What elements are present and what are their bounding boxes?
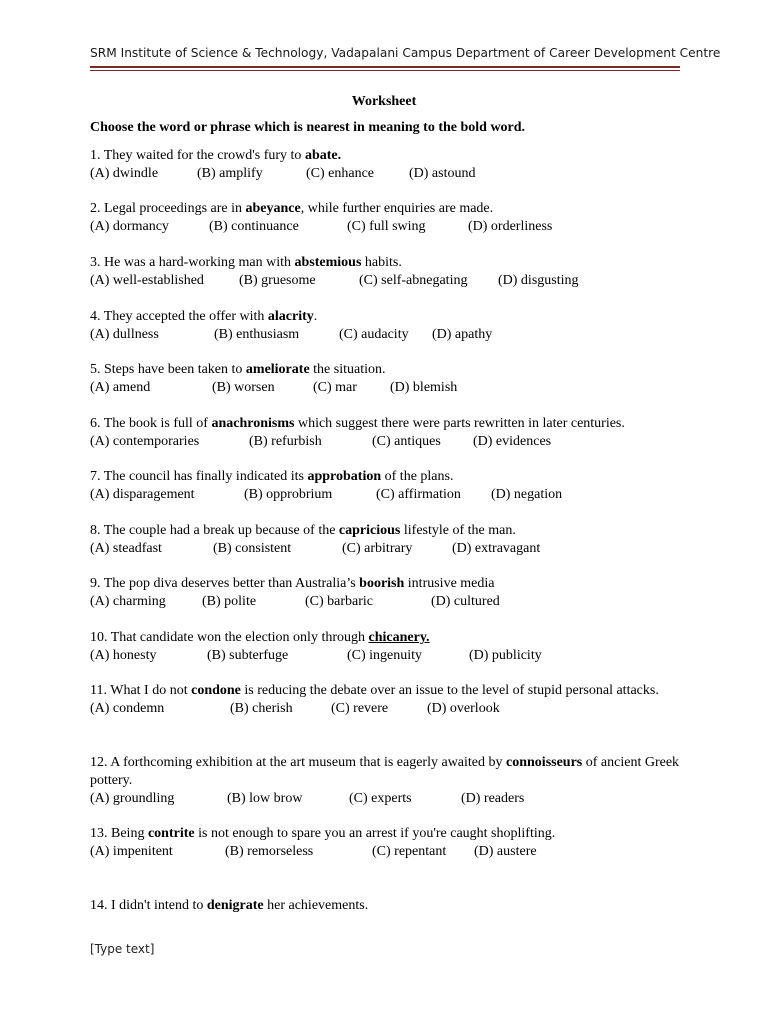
option-a: (A) contemporaries <box>90 434 200 449</box>
options-row <box>90 486 680 504</box>
question-stem <box>90 308 680 326</box>
stem-text: 6. The book is full of <box>90 416 212 431</box>
stem-text: her achievements. <box>263 898 369 913</box>
question-13 <box>90 825 680 861</box>
page-footer: [Type text] <box>90 942 155 956</box>
option-d: (D) extravagant <box>452 541 541 556</box>
stem-text: lifestyle of the man. <box>400 523 516 538</box>
question-stem <box>90 415 680 433</box>
stem-text: 5. Steps have been taken to <box>90 362 246 377</box>
option-a: (A) dormancy <box>90 219 169 234</box>
bold-word: denigrate <box>206 898 264 913</box>
option-b: (B) amplify <box>197 166 263 181</box>
bold-word: condone <box>191 683 241 698</box>
stem-text: 9. The pop diva deserves better than Australia’s <box>90 576 360 591</box>
options-row <box>90 433 680 451</box>
option-c: (C) antiques <box>372 434 441 449</box>
bold-word: capricious <box>338 523 401 538</box>
stem-text: 4. They accepted the offer with <box>90 309 268 324</box>
stem-text: intrusive media <box>404 576 495 591</box>
question-stem <box>90 754 680 790</box>
option-a: (A) steadfast <box>90 541 162 556</box>
option-a: (A) charming <box>90 594 166 609</box>
bold-word: ameliorate <box>245 362 310 377</box>
option-b: (B) worsen <box>212 380 275 395</box>
option-b: (B) polite <box>202 594 257 609</box>
bold-word: boorish <box>359 576 405 591</box>
option-c: (C) affirmation <box>376 487 461 502</box>
option-b: (B) consistent <box>213 541 292 556</box>
option-b: (B) remorseless <box>225 844 314 859</box>
options-row <box>90 165 680 183</box>
question-6 <box>90 415 680 451</box>
bold-word: abstemious <box>294 255 362 270</box>
worksheet-title: Worksheet <box>351 94 417 109</box>
stem-text: habits. <box>361 255 402 270</box>
options-row <box>90 540 680 558</box>
option-a: (A) well-established <box>90 273 204 288</box>
question-stem <box>90 361 680 379</box>
option-b: (B) continuance <box>209 219 299 234</box>
option-b: (B) enthusiasm <box>214 327 300 342</box>
question-4 <box>90 308 680 344</box>
options-row <box>90 790 680 808</box>
bold-word: contrite <box>147 826 195 841</box>
question-stem <box>90 200 680 218</box>
options-row <box>90 218 680 236</box>
options-row <box>90 272 680 290</box>
option-d: (D) blemish <box>390 380 458 395</box>
bold-word: connoisseurs <box>506 755 583 770</box>
page-header: SRM Institute of Science & Technology, Vadapalani Campus Department of Career Development Centre <box>90 46 721 60</box>
option-a: (A) groundling <box>90 791 175 806</box>
bold-word: abate. <box>304 148 342 163</box>
question-stem <box>90 897 680 915</box>
option-c: (C) barbaric <box>305 594 374 609</box>
option-d: (D) overlook <box>427 701 500 716</box>
question-5 <box>90 361 680 397</box>
stem-text: 10. That candidate won the election only through <box>90 630 369 645</box>
option-b: (B) opprobrium <box>244 487 333 502</box>
option-b: (B) subterfuge <box>207 648 289 663</box>
option-d: (D) apathy <box>432 327 493 342</box>
option-c: (C) repentant <box>372 844 447 859</box>
stem-text: 7. The council has finally indicated its <box>90 469 308 484</box>
option-d: (D) cultured <box>431 594 500 609</box>
stem-text: of ancient Greek pottery. <box>90 755 680 788</box>
instruction-text: Choose the word or phrase which is nearest in meaning to the bold word. <box>90 120 526 135</box>
option-c: (C) experts <box>349 791 412 806</box>
option-c: (C) audacity <box>339 327 409 342</box>
options-row <box>90 700 680 718</box>
stem-text: 8. The couple had a break up because of the <box>90 523 339 538</box>
stem-text: 2. Legal proceedings are in <box>90 201 246 216</box>
options-row <box>90 326 680 344</box>
question-10 <box>90 629 680 665</box>
question-stem <box>90 629 680 647</box>
stem-text: . <box>313 309 318 324</box>
option-d: (D) orderliness <box>468 219 553 234</box>
question-12 <box>90 754 680 808</box>
option-c: (C) revere <box>331 701 389 716</box>
option-a: (A) honesty <box>90 648 157 663</box>
header-rule-thin <box>90 70 680 71</box>
option-c: (C) arbitrary <box>342 541 413 556</box>
bold-word: approbation <box>307 469 382 484</box>
option-a: (A) impenitent <box>90 844 173 859</box>
option-c: (C) enhance <box>306 166 375 181</box>
option-b: (B) gruesome <box>239 273 316 288</box>
question-7 <box>90 468 680 504</box>
stem-text: 14. I didn't intend to <box>90 898 207 913</box>
stem-text: is not enough to spare you an arrest if you're caught shoplifting. <box>194 826 556 841</box>
options-row <box>90 379 680 397</box>
stem-text: is reducing the debate over an issue to the level of stupid personal attacks. <box>240 683 659 698</box>
stem-text: 12. A forthcoming exhibition at the art museum that is eagerly awaited by <box>90 755 507 770</box>
option-a: (A) condemn <box>90 701 165 716</box>
question-2 <box>90 200 680 236</box>
option-d: (D) publicity <box>469 648 542 663</box>
stem-text: the situation. <box>309 362 386 377</box>
options-row <box>90 843 680 861</box>
question-stem <box>90 522 680 540</box>
header-rule-thick <box>90 66 680 68</box>
stem-text: 11. What I do not <box>90 683 192 698</box>
question-14 <box>90 897 680 915</box>
options-row <box>90 647 680 665</box>
bold-word: anachronisms <box>211 416 295 431</box>
stem-text: , while further enquiries are made. <box>300 201 494 216</box>
option-c: (C) full swing <box>347 219 426 234</box>
stem-text: 3. He was a hard-working man with <box>90 255 295 270</box>
option-a: (A) disparagement <box>90 487 195 502</box>
question-stem <box>90 254 680 272</box>
question-stem <box>90 682 680 700</box>
option-d: (D) austere <box>474 844 537 859</box>
question-stem <box>90 825 680 843</box>
stem-text: of the plans. <box>381 469 454 484</box>
question-stem <box>90 575 680 593</box>
options-row <box>90 593 680 611</box>
option-b: (B) cherish <box>230 701 293 716</box>
option-a: (A) dwindle <box>90 166 159 181</box>
question-8 <box>90 522 680 558</box>
option-a: (A) amend <box>90 380 151 395</box>
stem-text: 1. They waited for the crowd's fury to <box>90 148 305 163</box>
bold-word: alacrity <box>267 309 314 324</box>
option-c: (C) self-abnegating <box>359 273 468 288</box>
option-b: (B) refurbish <box>249 434 322 449</box>
question-stem <box>90 468 680 486</box>
bold-word: abeyance <box>245 201 301 216</box>
option-c: (C) mar <box>313 380 357 395</box>
question-stem <box>90 147 680 165</box>
option-a: (A) dullness <box>90 327 159 342</box>
stem-text: which suggest there were parts rewritten in later centuries. <box>294 416 625 431</box>
option-d: (D) negation <box>491 487 563 502</box>
question-9 <box>90 575 680 611</box>
option-d: (D) disgusting <box>498 273 579 288</box>
stem-text: 13. Being <box>90 826 148 841</box>
option-d: (D) evidences <box>473 434 552 449</box>
question-1 <box>90 147 680 183</box>
option-c: (C) ingenuity <box>347 648 423 663</box>
option-d: (D) astound <box>409 166 476 181</box>
bold-word: chicanery. <box>368 630 430 645</box>
question-3 <box>90 254 680 290</box>
option-d: (D) readers <box>461 791 525 806</box>
option-b: (B) low brow <box>227 791 303 806</box>
question-11 <box>90 682 680 718</box>
